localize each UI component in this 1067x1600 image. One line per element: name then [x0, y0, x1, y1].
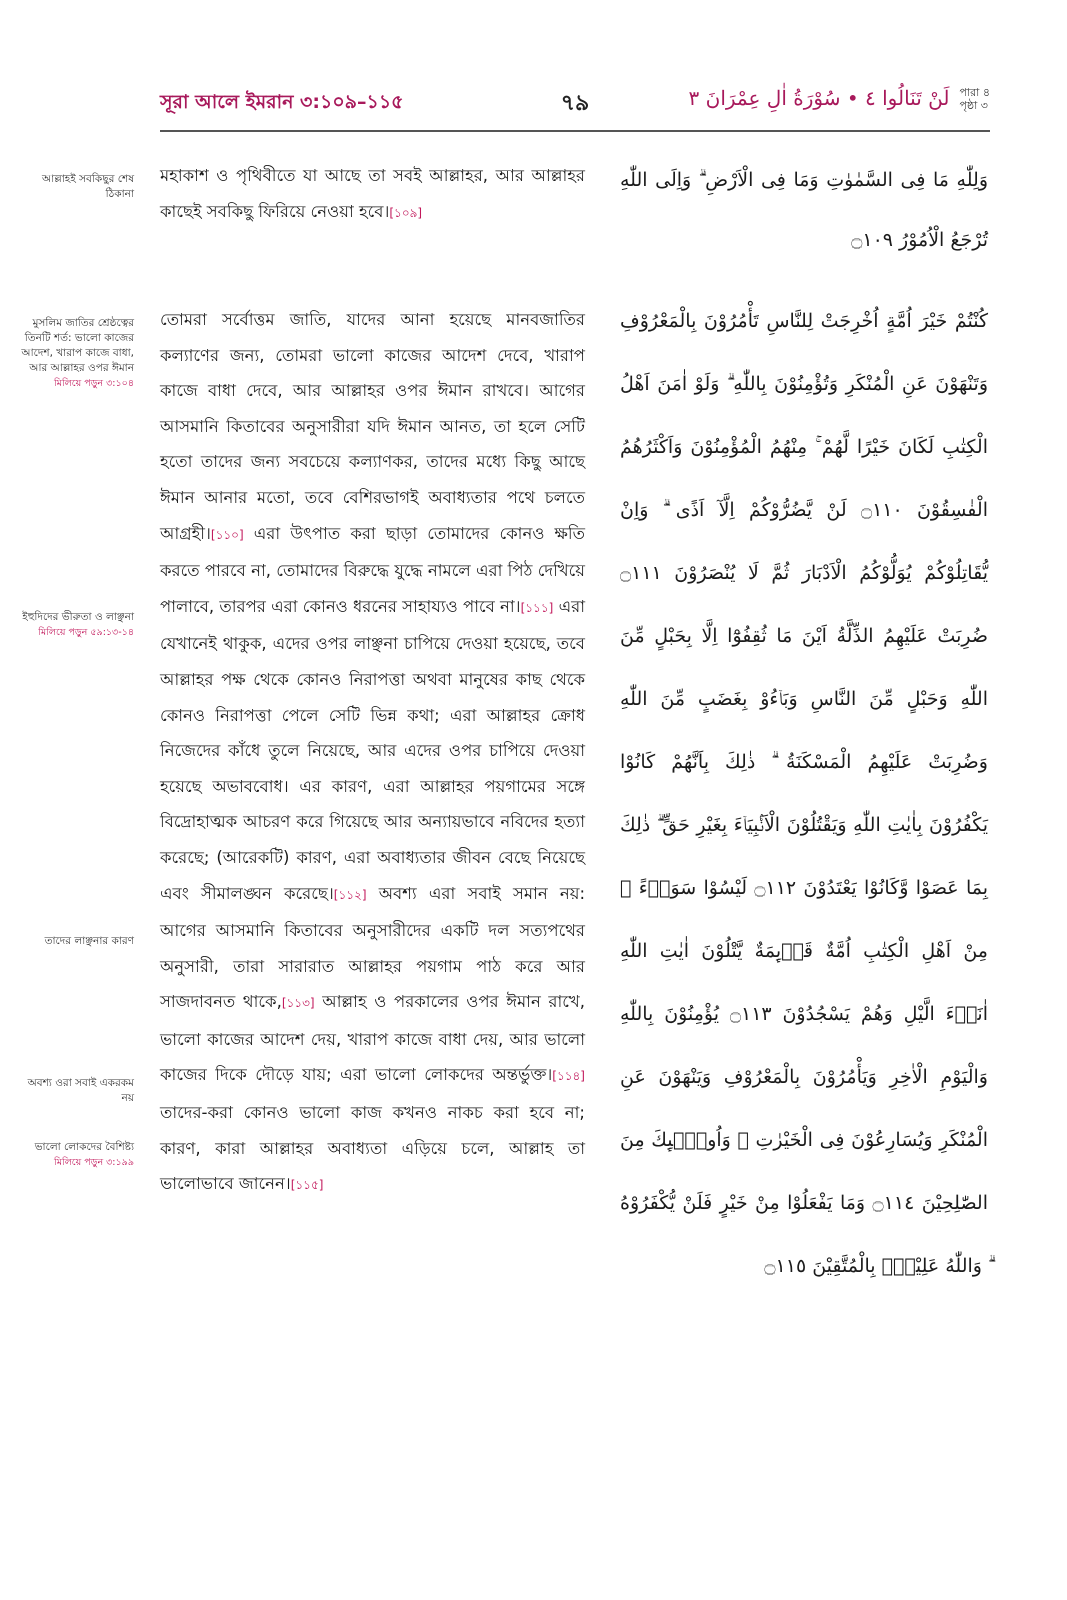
page-number: ৭৯ — [560, 91, 590, 116]
side-note-text: অবশ্য ওরা সবাই একরকম নয় — [27, 1077, 134, 1104]
bengali-verses-110-115 — [160, 302, 585, 1204]
bengali-verse-109 — [160, 158, 585, 231]
bengali-text: তাদের-করা কোনও ভালো কাজ কখনও নাকচ করা হবে না; কারণ, কারা আল্লাহর অবাধ্যতা এড়িয়ে চলে, আল্লাহ তা ভালোভাবে জানেন। — [160, 1103, 585, 1194]
bengali-text: আল্লাহ ও পরকালের ওপর ঈমান রাখে, ভালো কাজের আদেশ দেয়, খারাপ কাজে বাধা দেয়, আর ভালো কাজের দিকে দৌড়ে যায়; এরা ভালো লোকদের অন্তর্ভুক্ত। — [160, 992, 585, 1085]
side-note-text: মুসলিম জাতির শ্রেষ্ঠত্বের তিনটি শর্ত: ভালো কাজের আদেশ, খারাপ কাজে বাধা, আর আল্লাহর ওপর ঈমান — [21, 317, 134, 374]
para-label: পারা ৪ — [959, 86, 990, 99]
para-info — [959, 86, 990, 112]
bengali-text: মহাকাশ ও পৃথিবীতে যা আছে তা সবই আল্লাহর, আর আল্লাহর কাছেই সবকিছু ফিরিয়ে নেওয়া হবে। — [160, 166, 585, 221]
side-note-6 — [20, 1140, 134, 1170]
side-note-text: তাদের লাঞ্ছনার কারণ — [44, 935, 134, 947]
bengali-text: অবশ্য এরা সবাই সমান নয়: আগের আসমানি কিতাবের অনুসারীদের একটি দল সত্যপথের অনুসারী, তারা সারারাত আল্লাহর পয়গাম পাঠ করে আর সাজদাবনত থাকে, — [160, 883, 585, 1012]
side-note-2 — [20, 316, 134, 391]
verse-number: [১১৫] — [290, 1178, 324, 1193]
side-note-text: আল্লাহই সবকিছুর শেষ ঠিকানা — [42, 173, 134, 200]
side-note-5 — [20, 1076, 134, 1106]
bengali-text: এরা উৎপাত করা ছাড়া তোমাদের কোনও ক্ষতি করতে পারবে না, তোমাদের বিরুদ্ধে যুদ্ধে নামলে এরা পিঠ দেখিয়ে পালাবে, তারপর এরা কোনও ধরনের সাহায্যও পাবে না। — [160, 523, 585, 616]
bengali-text: তোমরা সর্বোত্তম জাতি, যাদের আনা হয়েছে মানবজাতির কল্যাণের জন্য, তোমরা ভালো কাজের আদেশ দেবে, খারাপ কাজে বাধা দেবে, আর আল্লাহর ওপর ঈমান রাখবে। আগের আসমানি কিতাবের অনুসারীরা যদি ঈমান আনত, তা হলে সেটি হতো তাদের জন্য সবচেয়ে কল্যাণকর, তাদের মধ্যে কিছু আছে ঈমান আনার মতো, তবে বেশিরভাগই অবাধ্যতার পথে চলতে আগ্রহী। — [160, 310, 585, 543]
verse-number: [১১০] — [210, 527, 244, 542]
side-note-text: ভালো লোকদের বৈশিষ্ট্য — [34, 1141, 134, 1153]
bengali-text: এরা যেখানেই থাকুক, এদের ওপর লাঞ্ছনা চাপিয়ে দেওয়া হয়েছে, তবে আল্লাহর পক্ষ থেকে কোনও নিরাপত্তা অথবা মানুষের কাছ থেকে কোনও নিরাপত্তা পেলে সেটি ভিন্ন কথা; এরা আল্লাহর ক্রোধ নিজেদের কাঁধে তুলে নিয়েছে, আর এদের ওপর চাপিয়ে দেওয়া হয়েছে অভাববোধ। এর কারণ, এরা আল্লাহর পয়গামের সঙ্গে বিদ্রোহাত্মক আচরণ করে গিয়েছে আর অন্যায়ভাবে নবিদের হত্যা করেছে; (আরেকটি) কারণ, এরা অবাধ্যতার জীবন বেছে নিয়েছে এবং সীমালঙ্ঘন করেছে। — [160, 596, 585, 903]
surah-title-bengali: সূরা আলে ইমরান ৩:১০৯–১১৫ — [160, 91, 404, 113]
side-note-text: ইহুদিদের ভীরুতা ও লাঞ্ছনা — [22, 611, 134, 623]
arabic-verses-110-115: كُنْتُمْ خَيْرَ اُمَّةٍ اُخْرِجَتْ لِلنَّاسِ تَأْمُرُوْنَ بِالْمَعْرُوْفِ وَتَنْهَوْنَ عَنِ الْمُنْكَرِ وَتُؤْمِنُوْنَ بِاللّٰهِ ۗ وَلَوْ اٰمَنَ اَهْلُ الْكِتٰبِ لَكَانَ خَيْرًا لَّهُمْ ۚ مِنْهُمُ الْمُؤْمِنُوْنَ وَاَكْثَرُهُمُ الْفٰسِقُوْنَ ۝١١٠ لَنْ يَّضُرُّوْكُمْ اِلَّآ اَذًى ۗ وَاِنْ يُّقَاتِلُوْكُمْ يُوَلُّوْكُمُ الْاَدْبَارَ ثُمَّ لَا يُنْصَرُوْنَ ۝١١١ ضُرِبَتْ عَلَيْهِمُ الذِّلَّةُ اَيْنَ مَا ثُقِفُوْٓا اِلَّا بِحَبْلٍ مِّنَ اللّٰهِ وَحَبْلٍ مِّنَ النَّاسِ وَبَاۤءُوْ بِغَضَبٍ مِّنَ اللّٰهِ وَضُرِبَتْ عَلَيْهِمُ الْمَسْكَنَةُ ۗ ذٰلِكَ بِاَنَّهُمْ كَانُوْا يَكْفُرُوْنَ بِاٰيٰتِ اللّٰهِ وَيَقْتُلُوْنَ الْاَنْۢبِيَاۤءَ بِغَيْرِ حَقٍّ ۗ ذٰلِكَ بِمَا عَصَوْا وَّكَانُوْا يَعْتَدُوْنَ ۝١١٢ لَيْسُوْا سَوَاۤءً ۗ مِنْ اَهْلِ الْكِتٰبِ اُمَّةٌ قَاۤىِٕمَةٌ يَّتْلُوْنَ اٰيٰتِ اللّٰهِ اٰنَاۤءَ الَّيْلِ وَهُمْ يَسْجُدُوْنَ ۝١١٣ يُؤْمِنُوْنَ بِاللّٰهِ وَالْيَوْمِ الْاٰخِرِ وَيَأْمُرُوْنَ بِالْمَعْرُوْفِ وَيَنْهَوْنَ عَنِ الْمُنْكَرِ وَيُسَارِعُوْنَ فِى الْخَيْرٰتِ ۗ وَاُولٰۤىِٕكَ مِنَ الصّٰلِحِيْنَ ۝١١٤ وَمَا يَفْعَلُوْا مِنْ خَيْرٍ فَلَنْ يُّكْفَرُوْهُ ۗ وَاللّٰهُ عَلِيْمٌۢ بِالْمُتَّقِيْنَ ۝١١٥ — [620, 310, 989, 1277]
surah-title-arabic: لَنْ تَنَالُوا ٤ • سُوْرَةُ اٰلِ عِمْرَانَ ٣ — [688, 86, 950, 110]
side-note-3 — [20, 610, 134, 640]
verse-number: [১০৯] — [389, 205, 423, 220]
side-note-ref: মিলিয়ে পড়ুন ৩:১০৪ — [53, 378, 134, 389]
header-divider — [160, 130, 990, 132]
side-note-ref: মিলিয়ে পড়ুন ৫৯:১৩-১৪ — [38, 627, 134, 638]
side-note-4 — [20, 934, 134, 949]
verse-number: [১১৪] — [552, 1069, 585, 1084]
page-header — [160, 86, 990, 126]
side-note-ref: মিলিয়ে পড়ুন ৩:১৯৯ — [53, 1157, 134, 1168]
side-note-1 — [20, 172, 134, 202]
header-right — [689, 86, 990, 112]
verse-number: [১১২] — [333, 887, 367, 902]
verse-number: [১১১] — [520, 600, 554, 615]
arabic-verse-109: وَلِلّٰهِ مَا فِى السَّمٰوٰتِ وَمَا فِى الْاَرْضِ ۗ وَاِلَى اللّٰهِ تُرْجَعُ الْاُمُوْرُ ۝١٠٩ — [620, 169, 988, 251]
page-label: পৃষ্ঠা ৩ — [959, 99, 988, 112]
verse-number: [১১৩] — [281, 996, 315, 1011]
